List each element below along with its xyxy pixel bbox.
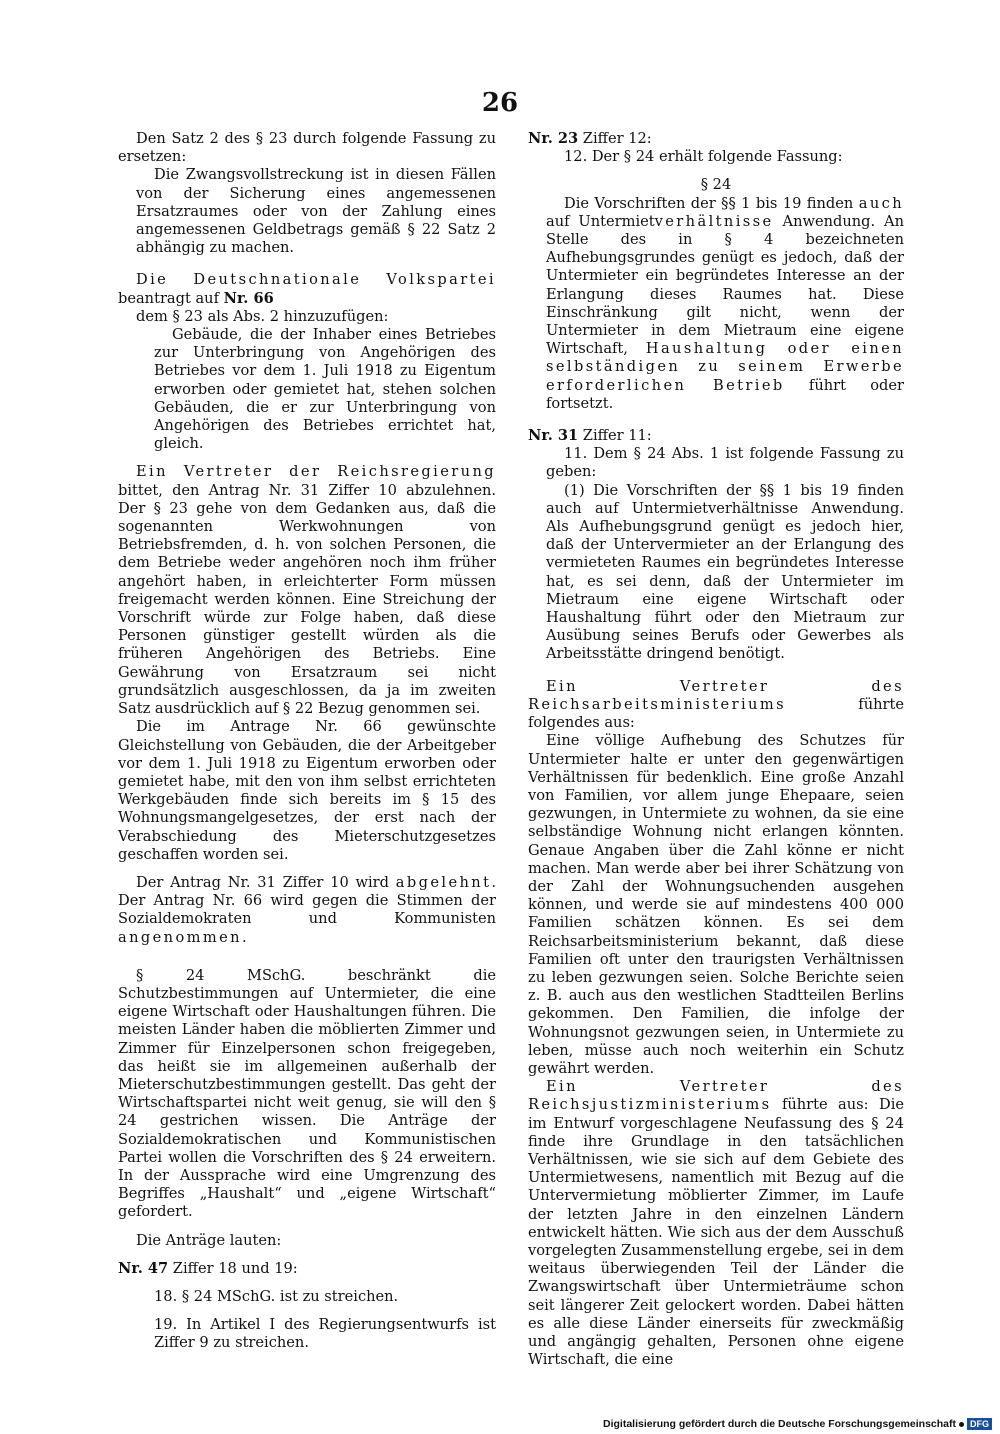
- section-heading: § 24: [700, 176, 732, 194]
- left-column: [118, 130, 496, 1353]
- speaker-label: Die Deutschnationale Volkspartei: [136, 271, 496, 289]
- paragraph: Den Satz 2 des § 23 durch folgende Fassung zu ersetzen:: [118, 130, 496, 166]
- motion-number: Nr. 47: [118, 1259, 169, 1277]
- paragraph: Ein Vertreter der Reichsregierung bittet, den Antrag Nr. 31 Ziffer 10 abzulehnen. Der § 23 gehe von dem Gedanken aus, daß die sogenannten Werkwohnungen von Betriebsfremden, d. h. von solchen Personen, die dem Betriebe weder angehören noch ihm früher angehört haben, in erleichterter Form müssen freigemacht werden können. Eine Streichung der Vorschrift würde zur Folge haben, daß diese Personen günstiger gestellt würden als die früheren Angehörigen des Betriebs. Eine Gewährung von Ersatzraum sei nicht grundsätzlich ausgeschlossen, da ja im zweiten Satz ausdrücklich auf § 22 Bezug genommen sei.: [118, 463, 496, 718]
- bullet-icon: [959, 1422, 964, 1427]
- paragraph: Die Deutschnationale Volkspartei beantragt auf Nr. 66: [118, 271, 496, 307]
- paragraph: Die Vorschriften der §§ 1 bis 19 finden auch auf Untermietverhältnisse Anwendung. An Stelle des in § 4 bezeichneten Aufhebungsgrundes genügt es jedoch, daß der Untermieter ein begründetes Interesse an der Erlangung dieses Raumes hat. Diese Einschränkung gilt nicht, wenn der Untermieter in dem Mietraum eine eigene Wirtschaft, Haushaltung oder einen selbständigen zu seinem Erwerbe erforderlichen Betrieb führt oder fortsetzt.: [546, 194, 904, 412]
- paragraph: Nr. 31 Ziffer 11:: [528, 427, 652, 445]
- footer: [603, 1418, 992, 1430]
- right-column: [528, 130, 904, 1369]
- paragraph: dem § 23 als Abs. 2 hinzuzufügen:: [136, 307, 389, 325]
- paragraph: Ein Vertreter des Reichsarbeitsministeriums führte folgendes aus:: [528, 677, 904, 732]
- speaker-label: Ein Vertreter der Reichsregierung: [136, 463, 496, 481]
- paragraph: Nr. 47 Ziffer 18 und 19:: [118, 1259, 298, 1277]
- paragraph: 11. Dem § 24 Abs. 1 ist folgende Fassung zu geben:: [546, 445, 904, 481]
- speaker-label: Ein Vertreter des Reichsarbeitsministeriums: [528, 677, 904, 713]
- paragraph: Ein Vertreter des Reichsjustizministeriums führte aus: Die im Entwurf vorgeschlagene Neufassung des § 24 finde ihre Grundlage in den tatsächlichen Verhältnissen, wie sie sich auf dem Gebiete des Untermietwesens, namentlich mit Bezug auf die Untervermietung möblierter Zimmer, im Laufe der letzten Jahre in den einzelnen Ländern entwickelt hätten. Wie sich aus der dem Ausschuß vorgelegten Zusammenstellung ergebe, sei in dem weitaus überwiegenden Teil der Länder die Zwangswirtschaft über Untermieträume schon seit längerer Zeit gelockert worden. Dabei hätten es alle diese Länder einerseits für zweckmäßig und angängig gehalten, Personen ohne eigene Wirtschaft, die eine: [528, 1078, 904, 1369]
- speaker-label: Ein Vertreter des Reichsjustizministeriums: [528, 1078, 904, 1114]
- paragraph: Der Antrag Nr. 31 Ziffer 10 wird abgelehnt. Der Antrag Nr. 66 wird gegen die Stimmen der Sozialdemokraten und Kommunisten angenommen.: [118, 873, 496, 946]
- paragraph: 12. Der § 24 erhält folgende Fassung:: [564, 148, 843, 166]
- decision-label: abgelehnt: [395, 873, 492, 891]
- paragraph: (1) Die Vorschriften der §§ 1 bis 19 finden auch auf Untermietverhältnisse Anwendung. Als Aufhebungsgrund genügt es jedoch hier, daß der Untervermieter an der Erlangung des vermieteten Raumes ein begründetes Interesse hat, es sei denn, daß der Untermieter im Mietraum eine eigene Wirtschaft oder Haushaltung führt oder den Mietraum zur Ausübung seines Berufs oder Gewerbes als Arbeitsstätte dringend benötigt.: [546, 481, 904, 663]
- motion-number: Nr. 23: [528, 130, 579, 147]
- dfg-logo: DFG: [967, 1418, 992, 1430]
- paragraph: Die Anträge lauten:: [136, 1231, 282, 1249]
- paragraph: Die im Antrage Nr. 66 gewünschte Gleichstellung von Gebäuden, die der Arbeitgeber vor dem 1. Juli 1918 zu Eigentum erworben oder gemietet habe, mit den von ihm selbst errichteten Werkgebäuden finde sich bereits im § 15 des Wohnungsmangelgesetzes, der erst nach der Verabschiedung des Mieterschutzgesetzes geschaffen worden sei.: [118, 718, 496, 863]
- paragraph: Nr. 23 Ziffer 12:: [528, 130, 652, 147]
- paragraph: 18. § 24 MSchG. ist zu streichen.: [154, 1287, 399, 1305]
- decision-label: angenommen: [118, 928, 242, 946]
- motion-number: Nr. 31: [528, 427, 579, 445]
- motion-number: Nr. 66: [223, 289, 274, 307]
- paragraph: Die Zwangsvollstreckung ist in diesen Fällen von der Sicherung eines angemessenen Ersatzraumes oder von der Zahlung eines angemessenen Geldbetrags gemäß § 22 Satz 2 abhängig zu machen.: [136, 166, 496, 257]
- page-number: 26: [481, 88, 519, 118]
- paragraph: Gebäude, die der Inhaber eines Betriebes zur Unterbringung von Angehörigen des Betriebes vor dem 1. Juli 1918 zu Eigentum erworben oder gemietet hat, stehen solchen Gebäuden, die er zur Unterbringung von Angehörigen des Betriebes errichtet hat, gleich.: [154, 326, 496, 453]
- paragraph: Eine völlige Aufhebung des Schutzes für Untermieter halte er unter den gegenwärtigen Verhältnissen für bedenklich. Eine große Anzahl von Familien, vor allem junge Ehepaare, seien gezwungen, in Untermiete zu wohnen, da sie eine selbständige Wohnung nicht erlangen könnten. Genaue Angaben über die Zahl könne er nicht machen. Man werde aber bei ihrer Schätzung von der Zahl der Wohnungsuchenden ausgehen können, und werde sie auf mindestens 400 000 Familien schätzen können. Es sei dem Reichsarbeitsministerium bekannt, daß diese Familien oft unter den traurigsten Verhältnissen zu leben gezwungen seien. Solche Berichte seien z. B. auch aus den westlichen Stadtteilen Berlins gekommen. Den Familien, die infolge der Wohnungsnot gezwungen seien, in Untermiete zu leben, müsse auch noch weiterhin ein Schutz gewährt werden.: [528, 732, 904, 1077]
- footer-text: Digitalisierung gefördert durch die Deutsche Forschungsgemeinschaft: [603, 1418, 956, 1430]
- paragraph: 19. In Artikel I des Regierungsentwurfs ist Ziffer 9 zu streichen.: [154, 1316, 496, 1352]
- paragraph: § 24 MSchG. beschränkt die Schutzbestimmungen auf Untermieter, die eine eigene Wirtschaft oder Haushaltungen führen. Die meisten Länder haben die möblierten Zimmer und Zimmer für Einzelpersonen schon freigegeben, das heißt sie im allgemeinen außerhalb der Mieterschutzbestimmungen gestellt. Das geht der Wirtschaftspartei nicht weit genug, sie will den § 24 gestrichen wissen. Die Anträge der Sozialdemokratischen und Kommunistischen Partei wollen die Vorschriften des § 24 erweitern. In der Aussprache wird eine Umgrenzung des Begriffes „Haushalt“ und „eigene Wirtschaft“ gefordert.: [118, 966, 496, 1221]
